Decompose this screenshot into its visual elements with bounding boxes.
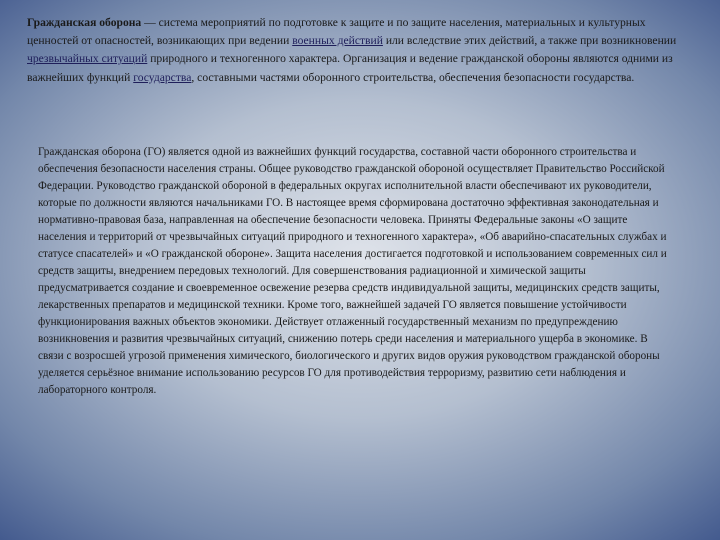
link-military-actions[interactable]: военных действий: [292, 34, 383, 48]
main-paragraph: Гражданская оборона (ГО) является одной из важнейших функций государства, составной части оборонного строительства и обеспечения безопасности населения страны. Общее руководство гражданской обороной осуществляет Правительство Российской Федерации. Руководство гражданской обороной в федеральных округах исполнительной власти обеспечивают их руководители, которые по должности являются начальниками ГО. В настоящее время сформирована достаточно эффективная законодательная и нормативно-правовая база, направленная на обеспечение безопасности человека. Приняты Федеральные законы «О защите населения и территорий от чрезвычайных ситуаций природного и техногенного характера», «Об аварийно-спасательных службах и статусе спасателей» и «О гражданской обороне». Защита населения достигается подготовкой и использованием современных сил и средств защиты, внедрением передовых технологий. Для совершенствования радиационной и химической защиты предусматривается создание и своевременное освежение резерва средств индивидуальной защиты, медицинских средств защиты, лекарственных препаратов и медицинской техники. Кроме того, важнейшей задачей ГО является повышение устойчивости функционирования важных объектов экономики. Действует отлаженный государственный механизм по предупреждению возникновения и развития чрезвычайных ситуаций, снижению потерь среди населения и материального ущерба в экономике. В связи с возросшей угрозой применения химического, биологического и других видов оружия руководством гражданской обороны уделяется серьёзное внимание использованию ресурсов ГО для противодействия терроризму, развитию сети наблюдения и лабораторного контроля.: [38, 146, 667, 396]
intro-text-part-2: или вследствие этих действий, а также при возникновении: [382, 34, 677, 48]
term-heading: Гражданская оборона: [27, 16, 142, 29]
intro-text-part-3: природного и техногенного характера. Организация и ведение гражданской обороны являются одними из важнейших функций: [27, 52, 673, 84]
intro-text-part-1: — система мероприятий по подготовке к защите и по защите населения, материальных и культурных ценностей от опасностей, возникающих при ведении: [27, 16, 646, 48]
intro-paragraph: [27, 14, 699, 87]
link-emergency-situations[interactable]: чрезвычайных ситуаций: [27, 52, 148, 66]
link-state[interactable]: государства: [133, 70, 192, 84]
intro-text-part-4: , составными частями оборонного строительства, обеспечения безопасности государства.: [191, 70, 635, 84]
